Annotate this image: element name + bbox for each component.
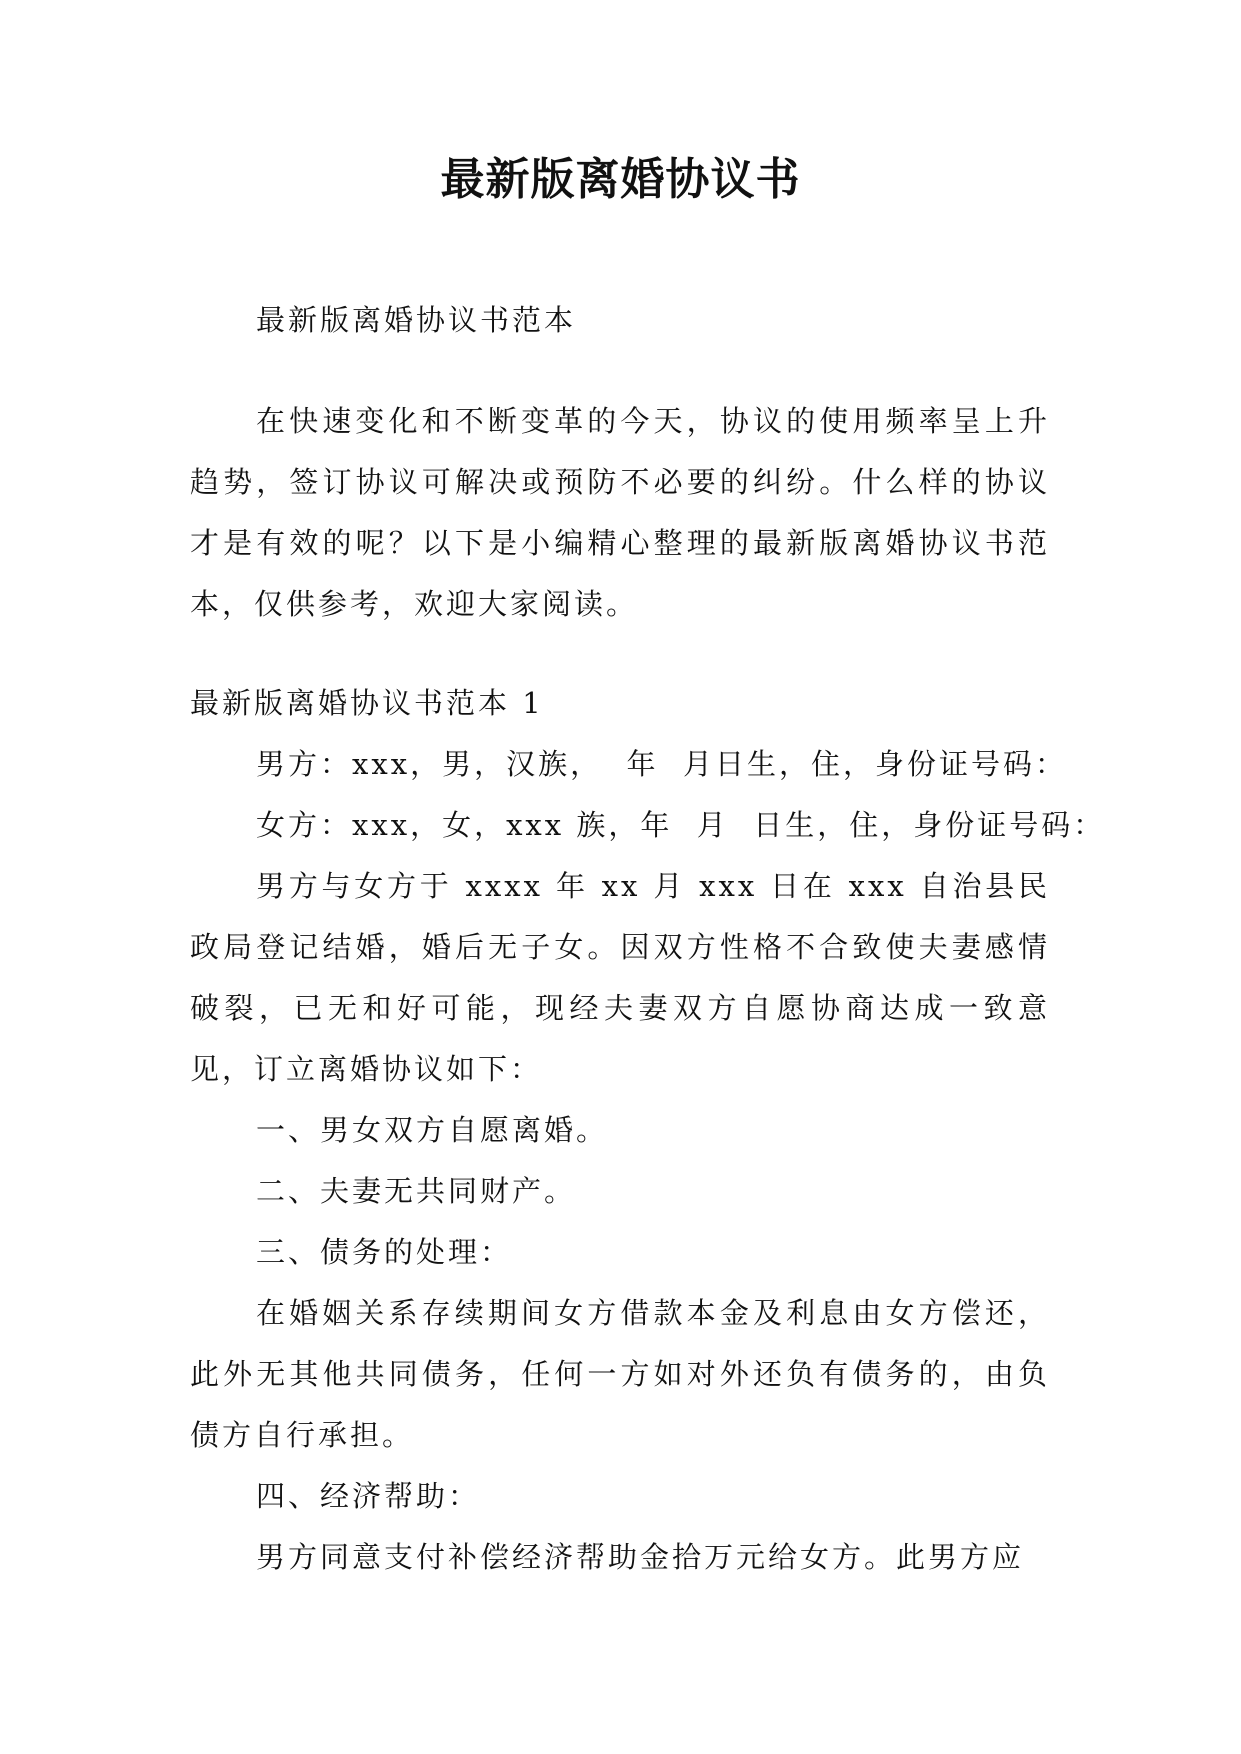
male-info: 男方：xxx，男，汉族， 年 月日生，住，身份证号码： xyxy=(256,747,1067,781)
clause-3-heading: 三、债务的处理： xyxy=(256,1235,513,1269)
clause-1: 一、男女双方自愿离婚。 xyxy=(256,1113,609,1147)
clause-4-heading: 四、经济帮助： xyxy=(256,1479,481,1513)
clause-3-body: 在婚姻关系存续期间女方借款本金及利息由女方偿还，此外无其他共同债务，任何一方如对外还负有债务的，由负债方自行承担。 xyxy=(190,1296,1050,1452)
document-title: 最新版离婚协议书 xyxy=(440,154,801,205)
clause-2: 二、夫妻无共同财产。 xyxy=(256,1174,577,1208)
marriage-background: 男方与女方于 xxxx 年 xx 月 xxx 日在 xxx 自治县民政局登记结婚，婚后无子女。因双方性格不合致使夫妻感情破裂，已无和好可能，现经夫妻双方自愿协商达成一致意见，订立离婚协议如下： xyxy=(190,869,1050,1086)
intro-paragraph: 在快速变化和不断变革的今天，协议的使用频率呈上升趋势，签订协议可解决或预防不必要的纠纷。什么样的协议才是有效的呢？以下是小编精心整理的最新版离婚协议书范本，仅供参考，欢迎大家阅读。 xyxy=(190,404,1050,621)
subtitle: 最新版离婚协议书范本 xyxy=(256,303,577,337)
section-heading: 最新版离婚协议书范本 1 xyxy=(190,686,544,720)
document-body xyxy=(190,290,1106,1588)
clause-4-body: 男方同意支付补偿经济帮助金拾万元给女方。此男方应 xyxy=(256,1540,1025,1574)
female-info: 女方：xxx，女，xxx 族，年 月 日生，住，身份证号码： xyxy=(256,808,1106,842)
